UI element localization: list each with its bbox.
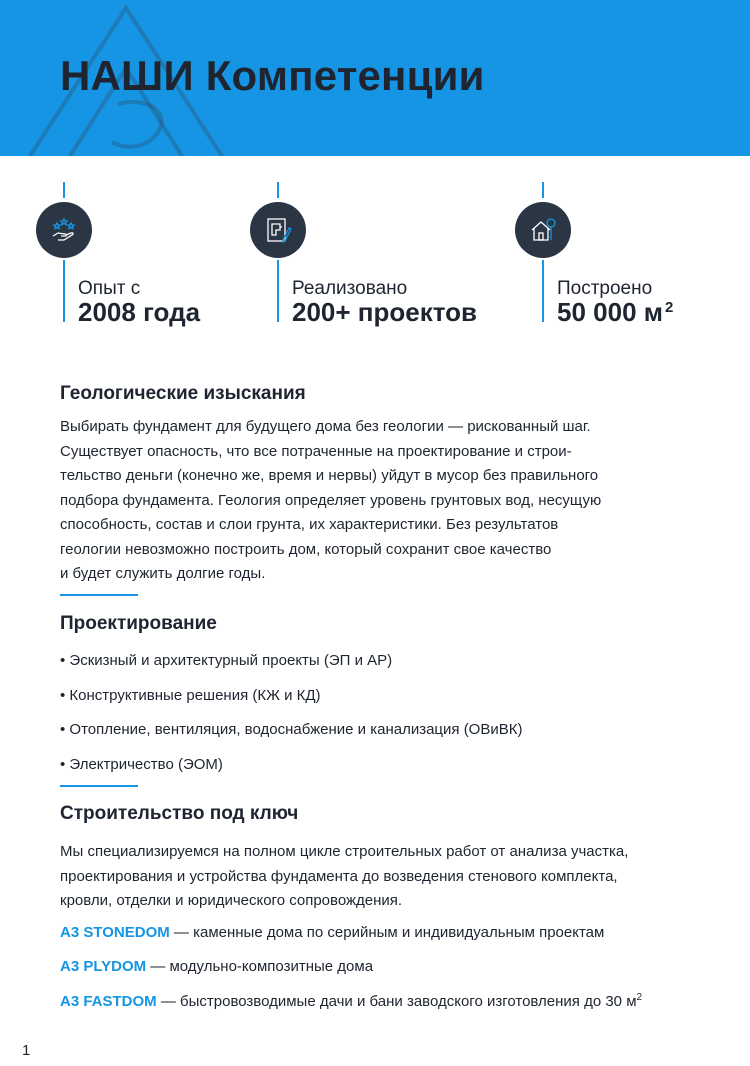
brand-description: — модульно-композитные дома	[146, 958, 374, 975]
stat-label: Реализовано	[292, 278, 408, 299]
geology-paragraph	[60, 415, 700, 587]
brand-description: — каменные дома по серийным и индивидуальным проектам	[169, 924, 605, 941]
page-title: НАШИ Компетенции	[60, 52, 485, 99]
construction-paragraph	[60, 840, 700, 914]
header-banner	[0, 0, 750, 156]
section-divider	[60, 785, 138, 787]
paragraph-line: кровли, отделки и юридического сопровождения.	[60, 892, 403, 909]
stat-divider-top	[277, 182, 279, 198]
superscript: 2	[664, 299, 674, 316]
list-item: • Конструктивные решения (КЖ и КД)	[60, 686, 321, 704]
list-item: • Эскизный и архитектурный проекты (ЭП и АР)	[60, 652, 393, 669]
house-tree-icon	[529, 216, 557, 244]
paragraph-line: подбора фундамента. Геология определяет уровень грунтовых вод, несущую	[60, 491, 602, 509]
paragraph-line: геологии невозможно построить дом, который сохранит свое качество	[60, 540, 552, 558]
section-title-construction: Строительство под ключ	[60, 803, 299, 824]
brand-description: — быстровозводимые дачи и бани заводского изготовления до 30 м	[156, 993, 637, 1010]
stat-value: 200+ проектов	[292, 297, 477, 327]
paragraph-line: и будет служить долгие годы.	[60, 565, 266, 582]
section-title-geology: Геологические изыскания	[60, 383, 306, 404]
page-number: 1	[22, 1042, 31, 1059]
brand-line-stonedom	[60, 924, 604, 941]
paragraph-line: тельство деньги (конечно же, время и нервы) уйдут в мусор без правильного	[60, 467, 599, 484]
list-item: • Электричество (ЭОМ)	[60, 755, 223, 773]
brand-name: A3 PLYDOM	[60, 958, 147, 975]
stat-divider-top	[63, 182, 65, 198]
stat-built	[525, 182, 745, 332]
paragraph-line: Мы специализируемся на полном цикле строительных работ от анализа участка,	[60, 843, 629, 860]
brand-name: A3 STONEDOM	[60, 924, 170, 941]
blueprint-pencil-icon	[264, 216, 292, 244]
stat-icon-circle	[250, 202, 306, 258]
stat-divider-bottom	[277, 260, 279, 322]
stat-icon-circle	[36, 202, 92, 258]
stat-value: 2008 года	[78, 297, 201, 327]
paragraph-line: Существует опасность, что все потраченные на проектирование и строи-	[60, 442, 572, 460]
brand-name: A3 FASTDOM	[60, 993, 157, 1010]
section-divider	[60, 594, 138, 596]
brand-line-plydom	[60, 958, 373, 975]
stat-value: 50 000 м $^2$	[557, 297, 674, 327]
stat-projects	[260, 182, 480, 332]
list-item: • Отопление, вентиляция, водоснабжение и канализация (ОВиВК)	[60, 721, 523, 738]
paragraph-line: способность, состав и слои грунта, их характеристики. Без результатов	[60, 516, 559, 533]
paragraph-line: Выбирать фундамент для будущего дома без геологии — рискованный шаг.	[60, 418, 591, 435]
brand-line-fastdom	[60, 992, 642, 1010]
stat-label: Построено	[557, 278, 653, 299]
hand-stars-icon	[50, 216, 78, 244]
superscript: 2	[636, 992, 643, 1003]
design-list	[60, 652, 522, 790]
stat-icon-circle	[515, 202, 571, 258]
paragraph-line: проектирования и устройства фундамента до возведения стенового комплекта,	[60, 867, 618, 885]
stat-divider-bottom	[63, 260, 65, 322]
stat-divider-top	[542, 182, 544, 198]
stat-label: Опыт с	[78, 278, 141, 299]
stat-experience	[46, 182, 266, 332]
section-title-design: Проектирование	[60, 613, 217, 634]
stat-divider-bottom	[542, 260, 544, 322]
